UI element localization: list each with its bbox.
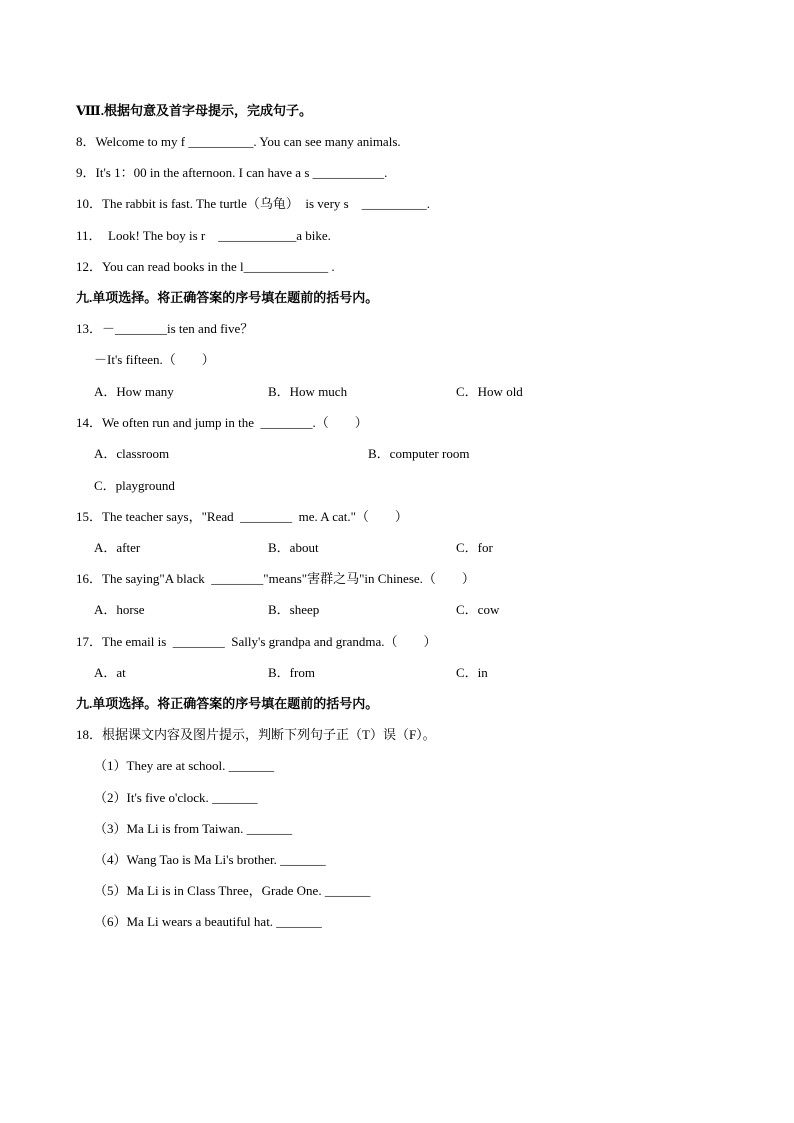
question-18-item: （4）Wang Tao is Ma Li's brother. _______: [94, 852, 326, 867]
question-11: 11． Look! The boy is r ____________a bike.: [76, 228, 331, 243]
question-8: 8．Welcome to my f __________. You can see many animals.: [76, 134, 401, 149]
section-9-title: 九.单项选择。将正确答案的序号填在题前的括号内。: [76, 290, 379, 305]
question-13-stem: 13．－________is ten and five？: [76, 321, 254, 336]
question-15-option-b: B．about: [268, 540, 319, 555]
question-12: 12．You can read books in the l_____________ .: [76, 259, 335, 274]
question-14-option-c: C．playground: [94, 478, 175, 493]
question-14-stem: 14．We often run and jump in the ________.（ ）: [76, 415, 368, 430]
question-13-option-a: A．How many: [94, 384, 174, 399]
question-18-item: （3）Ma Li is from Taiwan. _______: [94, 821, 293, 836]
question-13-option-c: C．How old: [456, 384, 523, 399]
question-13-reply: －It's fifteen.（ ）: [94, 352, 215, 367]
question-18-item: （1）They are at school. _______: [94, 758, 275, 773]
question-18-item: （2）It's five o'clock. _______: [94, 790, 258, 805]
question-16-option-c: C．cow: [456, 602, 500, 617]
question-18-item: （6）Ma Li wears a beautiful hat. _______: [94, 914, 322, 929]
section-8-title: Ⅷ.根据句意及首字母提示，完成句子。: [76, 103, 312, 118]
question-14-option-b: B．computer room: [368, 446, 470, 461]
question-18-item: （5）Ma Li is in Class Three，Grade One. _______: [94, 883, 371, 898]
question-16-option-b: B．sheep: [268, 602, 320, 617]
question-16-option-a: A．horse: [94, 602, 145, 617]
question-18-stem: 18．根据课文内容及图片提示，判断下列句子正（T）误（F）。: [76, 727, 436, 742]
question-17-option-b: B．from: [268, 665, 315, 680]
question-15-stem: 15．The teacher says，"Read ________ me. A cat."（ ）: [76, 509, 408, 524]
question-15-option-a: A．after: [94, 540, 141, 555]
question-17-option-a: A．at: [94, 665, 126, 680]
section-9b-title: 九.单项选择。将正确答案的序号填在题前的括号内。: [76, 696, 379, 711]
question-16-stem: 16．The saying"A black ________"means"害群之马"in Chinese.（ ）: [76, 571, 475, 586]
question-17-option-c: C．in: [456, 665, 488, 680]
question-10: 10．The rabbit is fast. The turtle（乌龟） is very s __________.: [76, 196, 430, 211]
question-15-option-c: C．for: [456, 540, 493, 555]
question-9: 9．It's 1：00 in the afternoon. I can have a s ___________.: [76, 165, 388, 180]
question-13-option-b: B．How much: [268, 384, 348, 399]
question-17-stem: 17．The email is ________ Sally's grandpa and grandma.（ ）: [76, 634, 437, 649]
question-14-option-a: A．classroom: [94, 446, 170, 461]
